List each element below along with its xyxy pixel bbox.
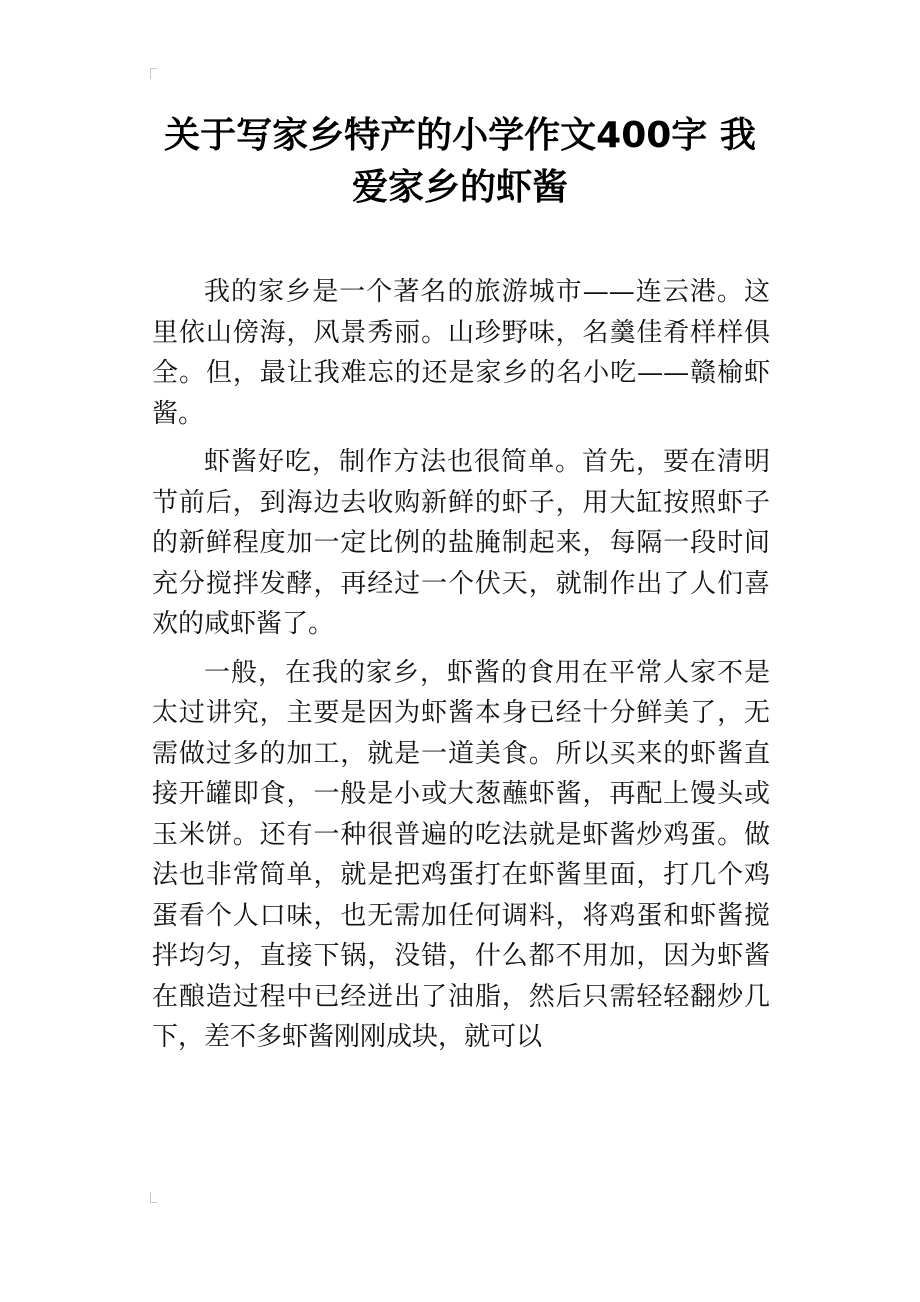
paragraph-1: 我的家乡是一个著名的旅游城市——连云港。这里依山傍海，风景秀丽。山珍野味，名羹佳肴样样俱全。但，最让我难忘的还是家乡的名小吃——赣榆虾酱。 <box>152 277 770 429</box>
paragraph-3: 一般，在我的家乡，虾酱的食用在平常人家不是太过讲究，主要是因为虾酱本身已经十分鲜美了，无需做过多的加工，就是一道美食。所以买来的虾酱直接开罐即食，一般是小或大葱蘸虾酱，再配上馒头或玉米饼。还有一种很普遍的吃法就是虾酱炒鸡蛋。做法也非常简单，就是把鸡蛋打在虾酱里面，打几个鸡蛋看个人口味，也无需加任何调料，将鸡蛋和虾酱搅拌均匀，直接下锅，没错，什么都不用加，因为虾酱在酿造过程中已经迸出了油脂，然后只需轻轻翻炒几下，差不多虾酱刚刚成块，就可以 <box>152 657 770 1052</box>
page-corner-mark-top <box>150 68 157 79</box>
page-corner-mark-bottom <box>150 1192 157 1203</box>
paragraph-2: 虾酱好吃，制作方法也很简单。首先，要在清明节前后，到海边去收购新鲜的虾子，用大缸按照虾子的新鲜程度加一定比例的盐腌制起来，每隔一段时间充分搅拌发酵，再经过一个伏天，就制作出了人们喜欢的咸虾酱了。 <box>152 447 770 639</box>
document-title: 关于写家乡特产的小学作文400字 我爱家乡的虾酱 <box>164 115 756 208</box>
document-body <box>152 272 770 1066</box>
